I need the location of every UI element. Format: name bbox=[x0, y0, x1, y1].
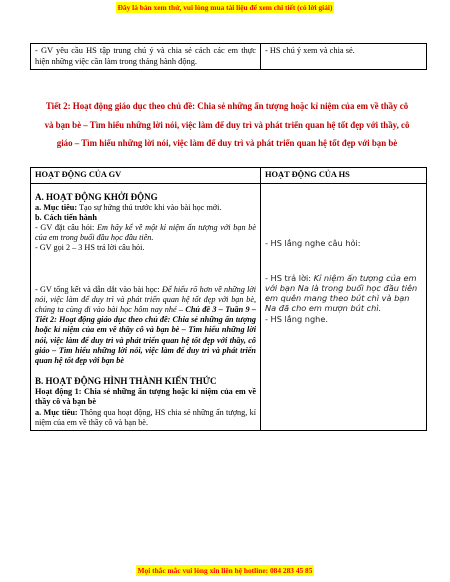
hs-listen: - HS lắng nghe câu hỏi: bbox=[265, 237, 361, 248]
lesson-title: Tiết 2: Hoạt động giáo dục theo chủ đề: Chia sẻ những ấn tượng hoặc kỉ niệm của em về thầy cô và bạn bè – Tìm hiểu những lời nói, việc làm để duy trì và phát triển quan hệ tốt đẹp với thầy, cô giáo – Tìm hiểu những lời nói, việc làm để duy trì và phát triển quan hệ tốt đẹp với bạn bè bbox=[44, 101, 410, 148]
gv-activity-cell bbox=[31, 183, 261, 430]
previous-activity-table bbox=[30, 43, 427, 70]
muc-tieu-line: a. Mục tiêu: Tạo sự hứng thú trước khi vào bài học mới. bbox=[35, 202, 222, 212]
hotline-banner bbox=[0, 566, 450, 575]
hotline-banner-text: Mọi thắc mắc vui lòng xin liên hệ hotline: 084 283 45 85 bbox=[137, 566, 313, 575]
activity-1-heading: Hoạt động 1: Chia sẻ những ấn tượng hoặc kỉ niệm của em về thầy cô và bạn bè bbox=[35, 387, 256, 407]
b-muc-tieu-line: a. Mục tiêu: Thông qua hoạt động, HS chia sẻ những ấn tượng, kỉ niệm của em về thầy cô và bạn bè. bbox=[35, 407, 256, 427]
table-header-row bbox=[31, 168, 427, 184]
section-a-heading: A. HOẠT ĐỘNG KHỞI ĐỘNG bbox=[35, 191, 158, 202]
hs-listen-2: - HS lắng nghe. bbox=[265, 313, 329, 324]
gv-cell: - GV yêu cầu HS tập trung chú ý và chia sẻ cách các em thực hiện những việc cần làm trong tháng hành động. bbox=[31, 44, 261, 70]
preview-banner-text: Đây là bản xem thử, vui lòng mua tài liệu để xem chi tiết (có lời giải) bbox=[117, 3, 333, 12]
hs-answer: - HS trả lời: Kỉ niệm ấn tượng của em với bạn Na là trong buổi học đầu tiên em quên mang theo bút chì và bạn Na đã cho em mượn bút chì. bbox=[265, 272, 418, 314]
table-row bbox=[31, 183, 427, 430]
hs-activity-cell bbox=[261, 183, 427, 430]
section-b-heading: B. HOẠT ĐỘNG HÌNH THÀNH KIẾN THỨC bbox=[35, 376, 217, 387]
gv-call: - GV gọi 2 – 3 HS trả lời câu hỏi. bbox=[35, 243, 145, 253]
hs-column-header: HOẠT ĐỘNG CỦA HS bbox=[261, 168, 427, 184]
hs-cell: - HS chú ý xem và chia sẻ. bbox=[261, 44, 427, 70]
gv-question: - GV đặt câu hỏi: Em hãy kể về một kỉ niệm ấn tượng với bạn bè của em trong buổi đầu học đầu tiên. bbox=[35, 223, 256, 243]
activity-table bbox=[30, 167, 427, 431]
gv-summary: - GV tổng kết và dẫn dắt vào bài học: Để hiểu rõ hơn về những lời nói, việc làm để duy trì và phát triển quan hệ tốt đẹp với bạn bè, chúng ta cùng đi vào bài học hôm nay nhé – Chủ đề 3 – Tuần 9 – Tiết 2: Hoạt động giáo dục theo chủ đề: Chia sẻ những ấn tượng hoặc kỉ niệm của em về thầy cô và bạn bè – Tìm hiểu những lời nói, việc làm để duy trì và phát triển quan hệ tốt đẹp với thầy, cô giáo – Tìm hiểu những lời nói, việc làm để duy trì và phát triển quan hệ tốt đẹp với bạn bè bbox=[35, 284, 256, 366]
preview-banner bbox=[0, 3, 450, 12]
cach-tien-hanh-heading: b. Cách tiến hành bbox=[35, 212, 97, 222]
table-row bbox=[31, 44, 427, 70]
gv-column-header: HOẠT ĐỘNG CỦA GV bbox=[31, 168, 261, 184]
